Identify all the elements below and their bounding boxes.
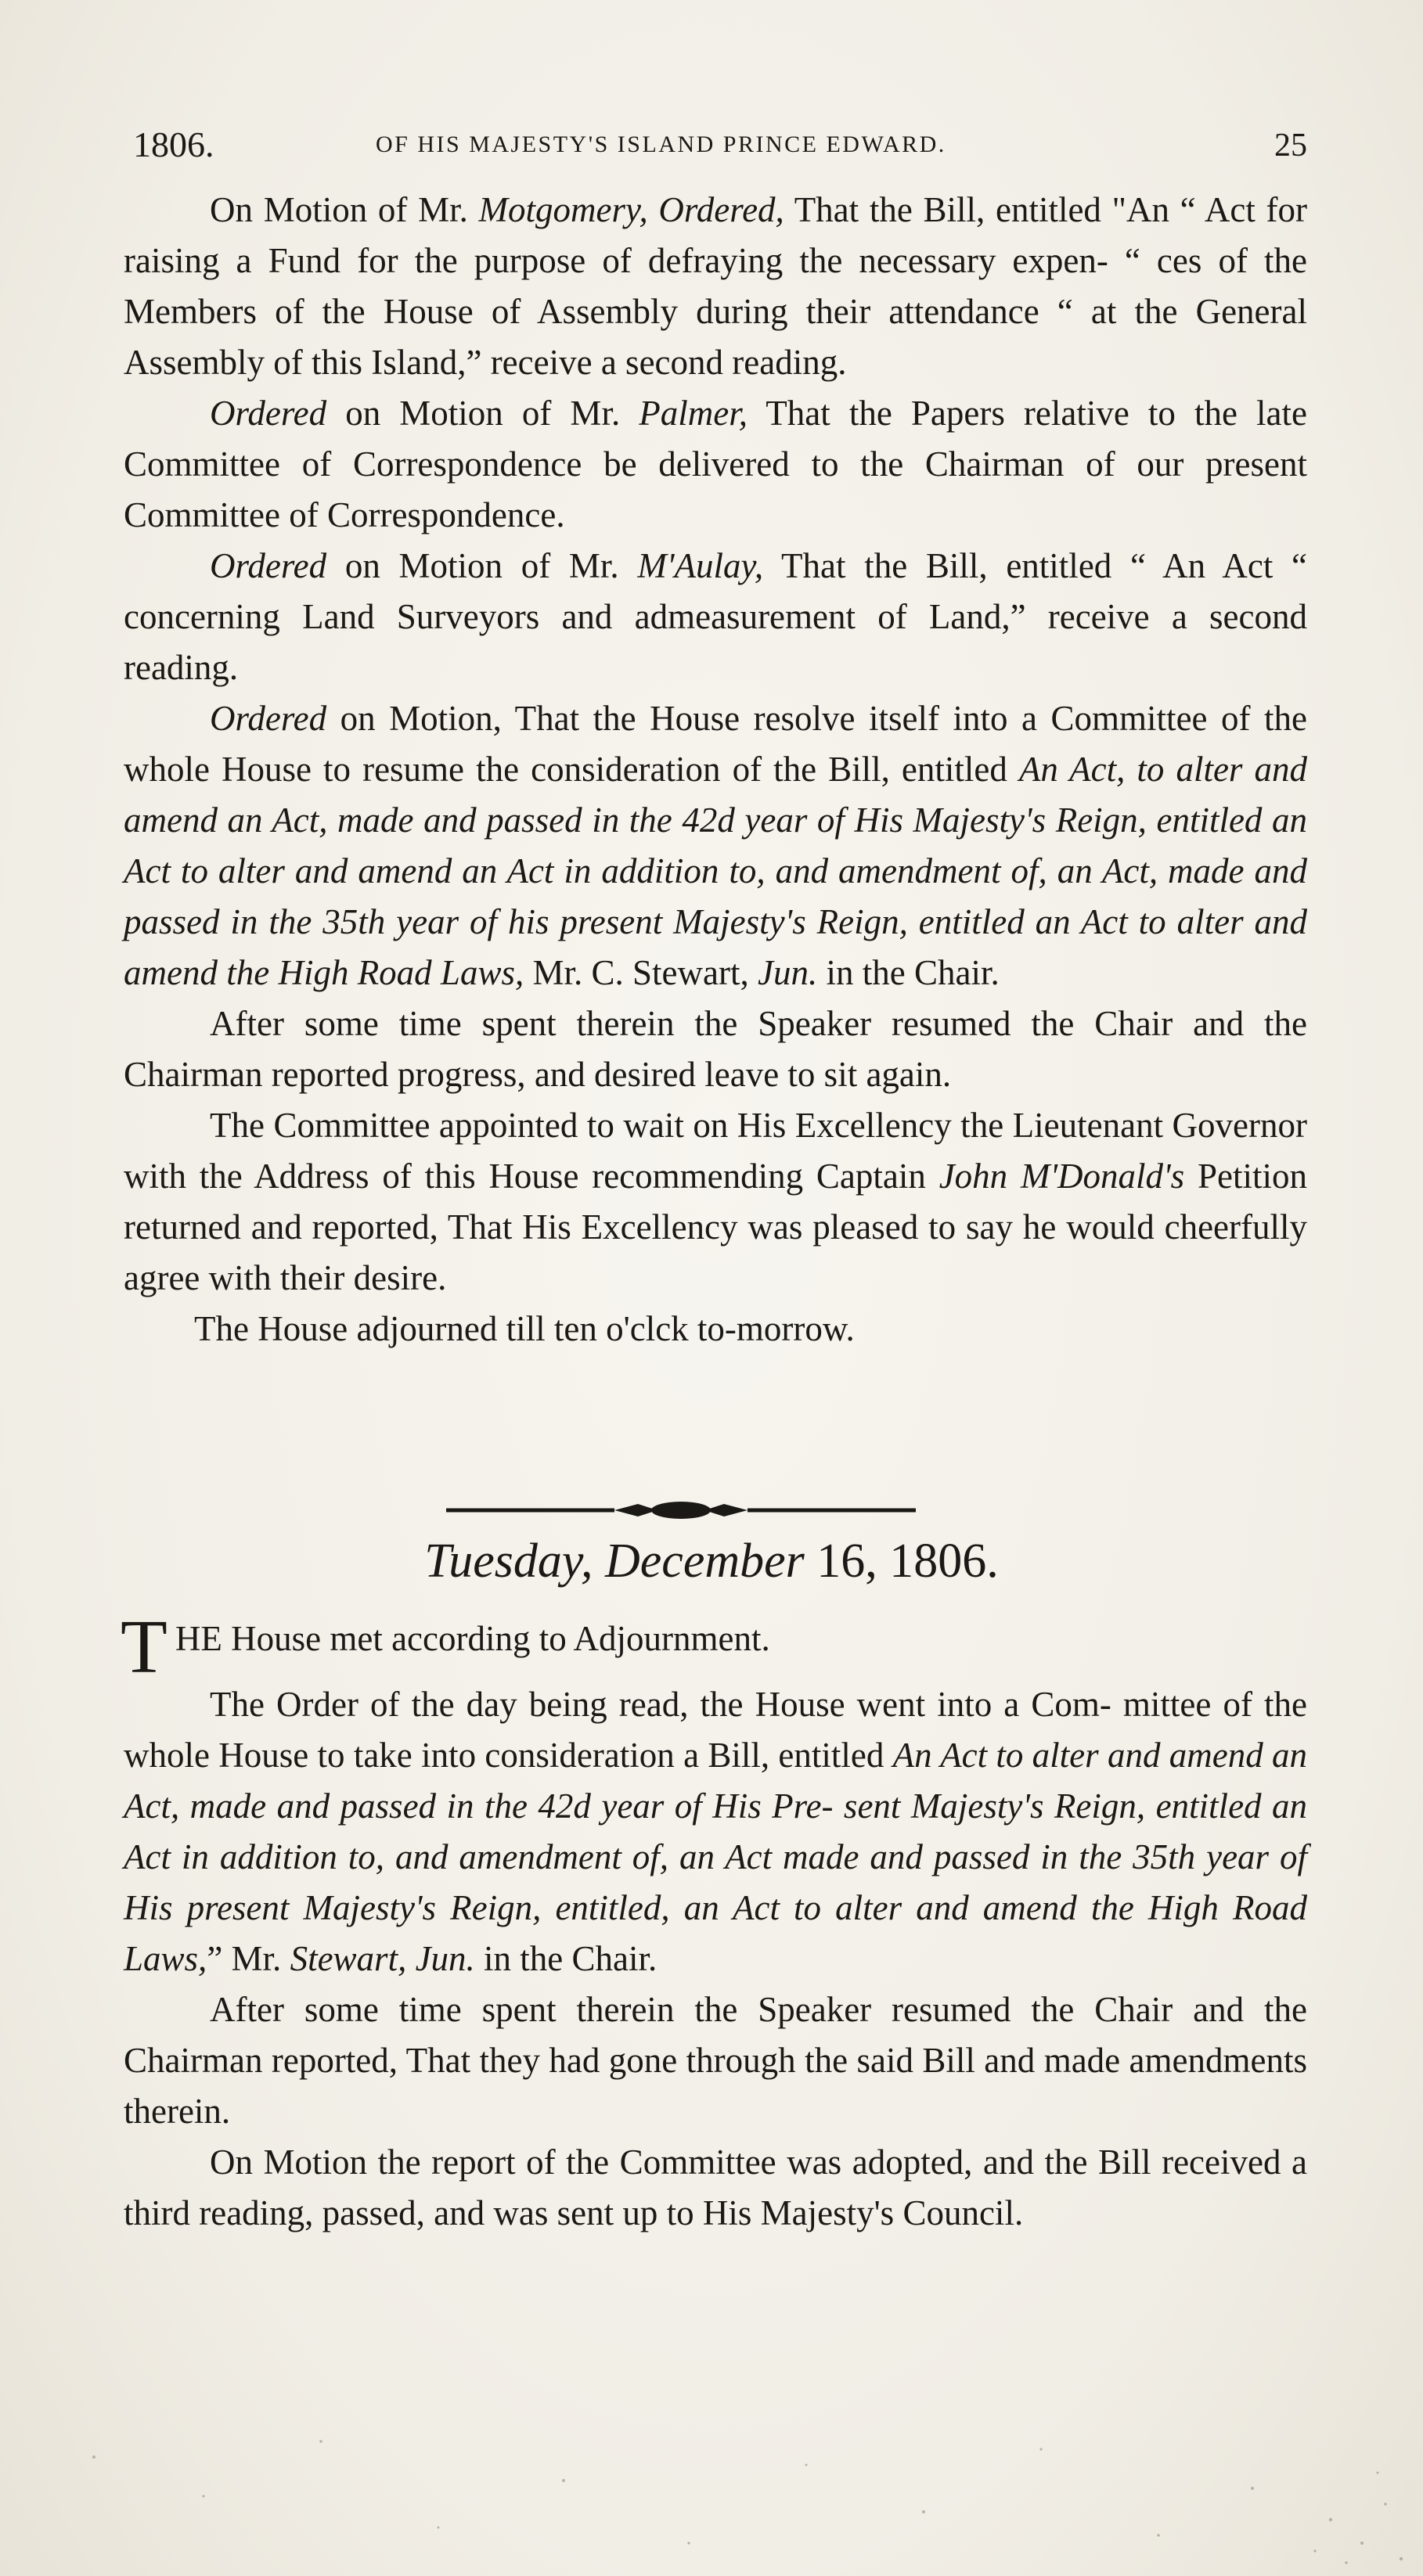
- paragraph-amendments: After some time spent therein the Speaker resumed the Chair and the Chairman reported, That they had gone through the said Bill and made amendments therein.: [124, 1990, 1307, 2131]
- paragraph-adjourned: The House adjourned till ten o'clck to-morrow.: [194, 1309, 855, 1348]
- paragraph-high-road-committee: Ordered on Motion, That the House resolve itself into a Committee of the whole House to resume the consideration of the Bill, entitled An Act, to alter and amend an Act, made and passed in the 42d year of His Majesty's Reign, entitled an Act to alter and amend an Act in addition to, and amendment of, an Act, made and passed in the 35th year of his present Majesty's Reign, entitled an Act to alter and amend the High Road Laws, Mr. C. Stewart, Jun. in the Chair.: [124, 699, 1307, 992]
- paragraph-progress-reported: After some time spent therein the Speaker resumed the Chair and the Chairman reported progress, and desired leave to sit again.: [124, 1004, 1307, 1094]
- paragraph-motion-fund-bill: On Motion of Mr. Motgomery, Ordered, That the Bill, entitled "An “ Act for raising a Fund for the purpose of defraying the necessary expen- “ ces of the Members of the House of Assembly during their attendance “ at the General Assembly of this Island,” receive a second reading.: [124, 190, 1307, 382]
- paragraph-house-met: THE House met according to Adjournment.: [121, 1605, 770, 1689]
- header-year: 1806.: [133, 124, 214, 164]
- running-title: OF HIS MAJESTY'S ISLAND PRINCE EDWARD.: [376, 131, 946, 157]
- paragraph-papers-committee: Ordered on Motion of Mr. Palmer, That the Papers relative to the late Committee of Correspondence be delivered to the Chairman of our present Committee of Correspondence.: [124, 394, 1307, 534]
- paragraph-land-surveyors: Ordered on Motion of Mr. M'Aulay, That the Bill, entitled “ An Act “ concerning Land Surveyors and admeasurement of Land,” receive a second reading.: [124, 546, 1307, 687]
- paragraph-third-reading: On Motion the report of the Committee was adopted, and the Bill received a third reading, passed, and was sent up to His Majesty's Council.: [124, 2142, 1307, 2232]
- paragraph-petition-reply: The Committee appointed to wait on His Excellency the Lieutenant Governor with the Address of this House recommending Captain John M'Donald's Petition returned and reported, That His Excellency was pleased to say he would cheerfully agree with their desire.: [124, 1106, 1308, 1297]
- section-divider-ornament: [446, 1495, 916, 1526]
- bottom-section: [121, 1605, 1307, 2239]
- top-section: [124, 185, 1307, 1355]
- paragraph-order-of-day: The Order of the day being read, the House went into a Com- mittee of the whole House to take into consideration a Bill, entitled An Act to alter and amend an Act, made and passed in the 42d year of His Pre- sent Majesty's Reign, entitled an Act in addition to, and amendment of, an Act made and passed in the 35th year of His present Majesty's Reign, entitled, an Act to alter and amend the High Road Laws,” Mr. Stewart, Jun. in the Chair.: [124, 1685, 1307, 1978]
- section-heading-date: Tuesday, December 16, 1806.: [424, 1534, 999, 1588]
- drop-cap: T: [121, 1605, 168, 1689]
- page-header: [133, 117, 1307, 172]
- paper-bleed-speckle: [0, 2410, 1423, 2576]
- page-number: 25: [1274, 128, 1307, 164]
